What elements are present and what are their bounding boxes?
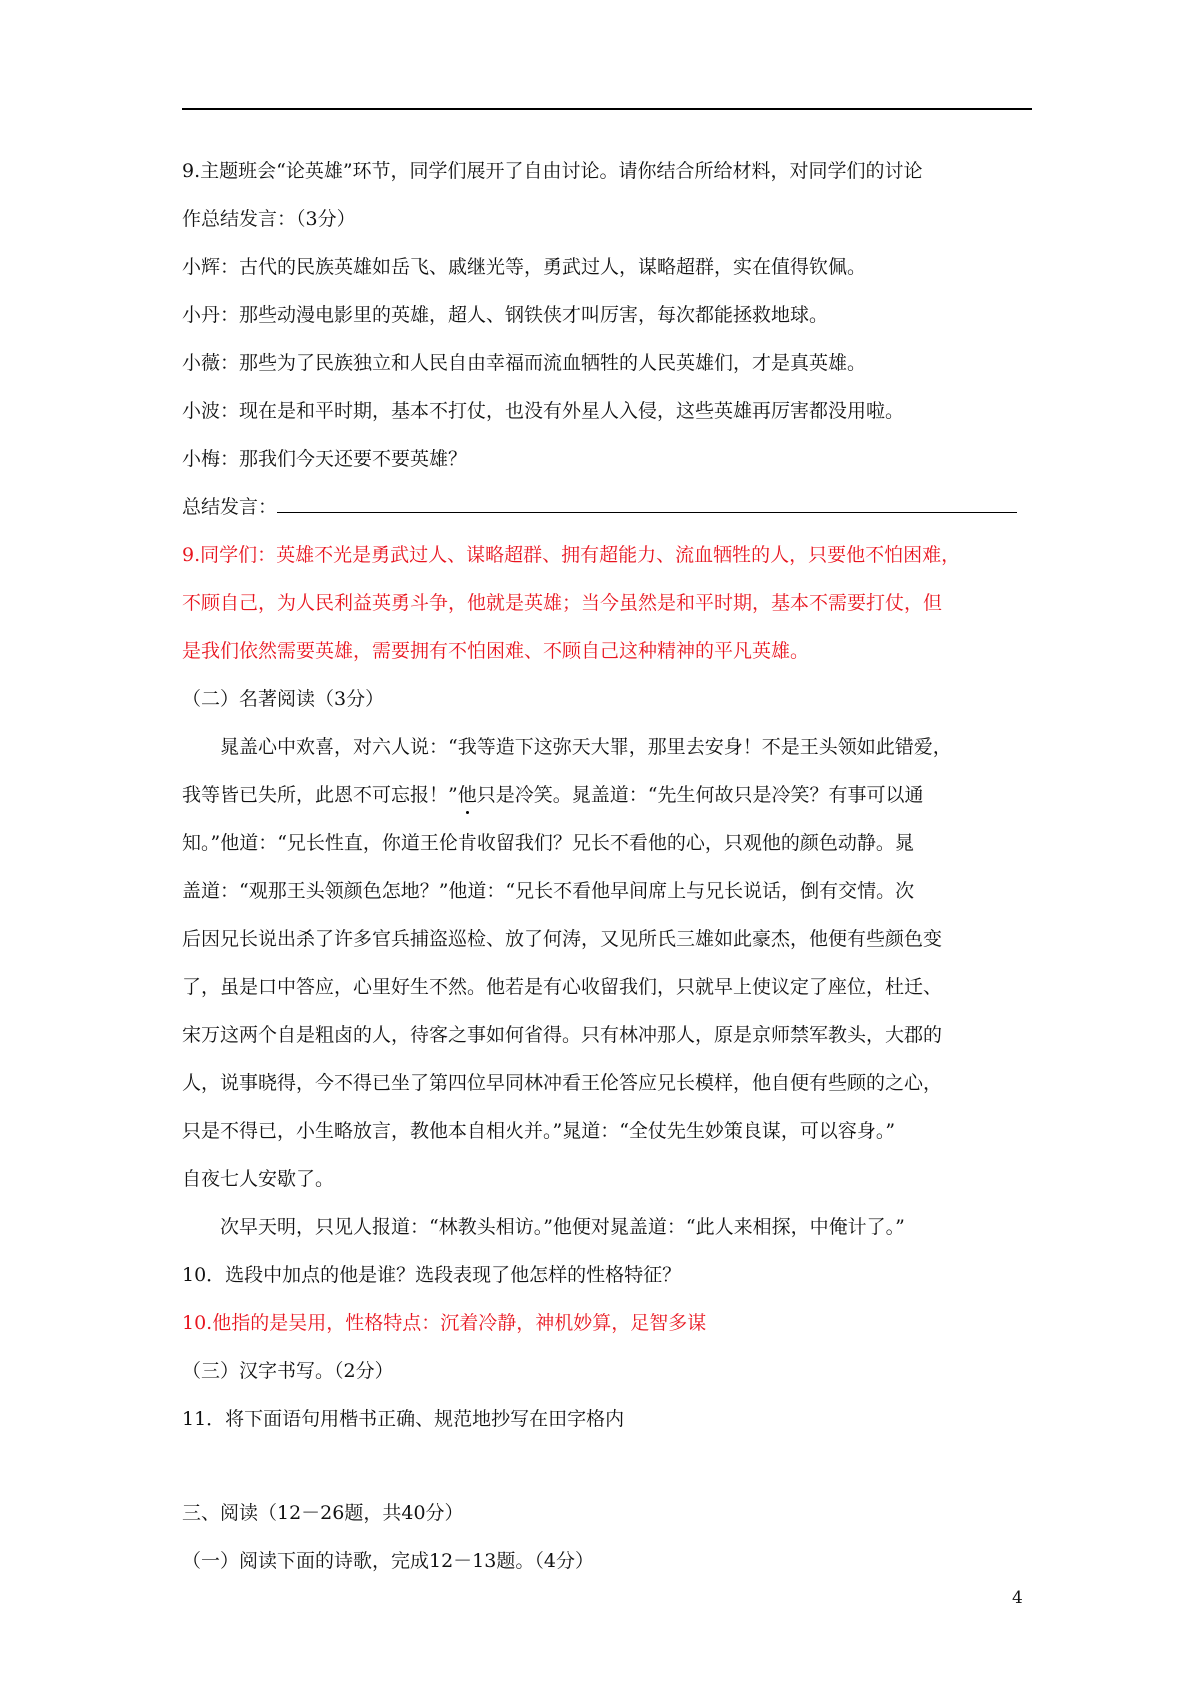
statement-xiaohui: 小辉：古代的民族英雄如岳飞、戚继光等，勇武过人，谋略超群，实在值得钦佩。 [182,256,867,278]
passage-line-2-end: 只是冷笑。晁盖道：“先生何故只是冷笑？有事可以通 [476,784,924,806]
part3-heading: 三、阅读（12－26题，共40分） [182,1502,464,1524]
statement-xiaobo: 小波：现在是和平时期，基本不打仗，也没有外星人入侵，这些英雄再厉害都没用啦。 [182,400,905,422]
page-content [182,150,1032,1588]
passage-paragraph-2: 次早天明，只见人报道：“林教头相访。”他便对晁盖道：“此人来相探，中俺计了。” [220,1216,905,1238]
passage-line-2 [182,774,1032,822]
q9-answer-line-3: 是我们依然需要英雄，需要拥有不怕困难、不顾自己这种精神的平凡英雄。 [182,640,810,662]
statement-xiaomei: 小梅：那我们今天还要不要英雄？ [182,448,468,470]
passage-line-3: 知。”他道：“兄长性直，你道王伦肯收留我们？兄长不看他的心，只观他的颜色动静。晁 [182,832,914,854]
passage-line-10: 自夜七人安歇了。 [182,1168,335,1190]
summary-label: 总结发言： [182,496,278,518]
q9-prompt-line-1: 9.主题班会“论英雄”环节，同学们展开了自由讨论。请你结合所给材料，对同学们的讨论 [182,160,923,182]
q9-answer-line-1: 9.同学们：英雄不光是勇武过人、谋略超群、拥有超能力、流血牺牲的人，只要他不怕困难， [182,544,961,566]
passage-line-1: 晁盖心中欢喜，对六人说：“我等造下这弥天大罪，那里去安身！不是王头领如此错爱， [220,736,952,758]
writing-space [182,1446,1032,1492]
passage-line-9: 只是不得已，小生略放言，教他本自相火并。”晁道：“全仗先生妙策良谋，可以容身。” [182,1120,896,1142]
part3-subheading: （一）阅读下面的诗歌，完成12－13题。（4分） [182,1550,594,1572]
passage-line-2-start: 我等皆已失所，此恩不可忘报！” [182,784,458,806]
summary-line [182,486,1032,534]
passage-line-7: 宋万这两个自是粗卤的人，待客之事如何省得。只有林冲那人，原是京师禁军教头，大郡的 [182,1024,943,1046]
header-rule [182,108,1032,110]
statement-xiaowei: 小薇：那些为了民族独立和人民自由幸福而流血牺牲的人民英雄们，才是真英雄。 [182,352,867,374]
q10-prompt: 10．选段中加点的他是谁？选段表现了他怎样的性格特征？ [182,1264,682,1286]
statement-xiaodan: 小丹：那些动漫电影里的英雄，超人、钢铁侠才叫厉害，每次都能拯救地球。 [182,304,829,326]
q9-answer-line-2: 不顾自己，为人民利益英勇斗争，他就是英雄；当今虽然是和平时期，基本不需要打仗，但 [182,592,943,614]
summary-blank [277,490,1017,513]
passage-line-4: 盖道：“观那王头领颜色怎地？”他道：“兄长不看他早间席上与兄长说话，倒有交情。次 [182,880,915,902]
q11-prompt: 11．将下面语句用楷书正确、规范地抄写在田字格内 [182,1408,625,1430]
q9-prompt-line-2: 作总结发言：（3分） [182,208,356,230]
section3-heading: （三）汉字书写。（2分） [182,1360,394,1382]
passage-line-5: 后因兄长说出杀了许多官兵捕盗巡检、放了何涛，又见所氏三雄如此豪杰，他便有些颜色变 [182,928,943,950]
passage-line-6: 了，虽是口中答应，心里好生不然。他若是有心收留我们，只就早上使议定了座位，杜迁、 [182,976,943,998]
passage-line-8: 人，说事晓得，今不得已坐了第四位早同林冲看王伦答应兄长模样，他自便有些顾的之心， [182,1072,943,1094]
q10-answer: 10.他指的是吴用，性格特点：沉着冷静，神机妙算，足智多谋 [182,1312,707,1334]
section2-heading: （二）名著阅读（3分） [182,688,385,710]
emphasis-dotted-char: 他 [457,784,477,806]
page-number: 4 [1012,1588,1023,1608]
